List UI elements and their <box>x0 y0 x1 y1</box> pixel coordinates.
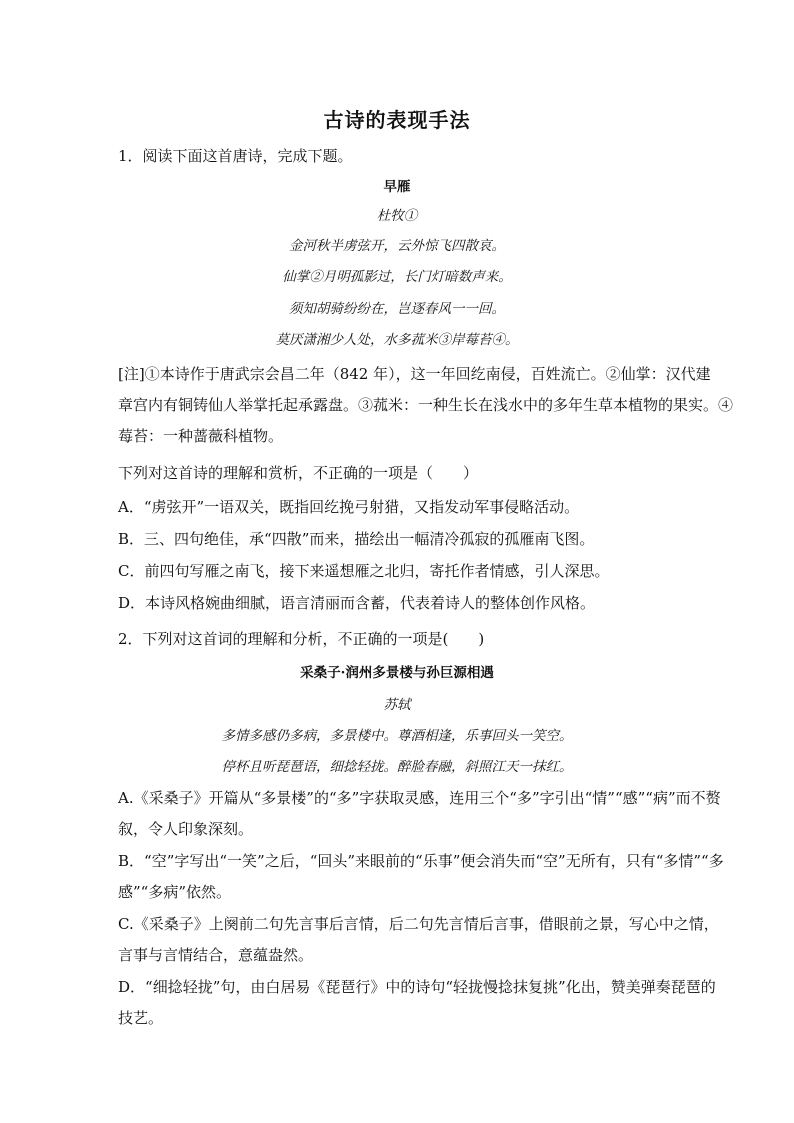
option-line: D．“细捻轻拢”句，由白居易《琵琶行》中的诗句“轻拢慢捻抹复挑”化出，赞美弹奏琵琶的 <box>118 978 716 996</box>
question-1-prompt: 1．阅读下面这首唐诗，完成下题。 <box>118 147 353 165</box>
option-line: 感”“多病”依然。 <box>118 883 232 901</box>
poem-1-line: 金河秋半虏弦开，云外惊飞四散哀。 <box>289 238 505 254</box>
poem-1-line: 须知胡骑纷纷在，岂逐春风一一回。 <box>289 301 505 317</box>
poem-1-title: 早雁 <box>383 179 411 195</box>
option-line: C.《采桑子》上阕前二句先言事后言情，后二句先言情后言事，借眼前之景，写心中之情， <box>118 915 719 933</box>
option-d: D．本诗风格婉曲细腻，语言清丽而含蓄，代表着诗人的整体创作风格。 <box>118 594 596 612</box>
page-title: 古诗的表现手法 <box>323 108 471 132</box>
question-1-stem: 下列对这首诗的理解和赏析，不正确的一项是（ ） <box>118 464 479 482</box>
note-line: [注]①本诗作于唐武宗会昌二年（842 年），这一年回纥南侵，百姓流亡。②仙掌：汉代建 <box>118 365 711 383</box>
poem-1-author: 杜牧① <box>376 208 418 224</box>
option-b: B．三、四句绝佳，承“四散”而来，描绘出一幅清冷孤寂的孤雁南飞图。 <box>118 530 595 548</box>
poem-1-line: 莫厌潇湘少人处，水多菰米③岸莓苔④。 <box>275 332 519 348</box>
note-line: 章宫内有铜铸仙人举掌托起承露盘。③菰米：一种生长在浅水中的多年生草本植物的果实。④ <box>118 396 734 414</box>
poem-2-title: 采桑子·润州多景楼与孙巨源相遇 <box>300 665 494 681</box>
note-line: 莓苔：一种蔷薇科植物。 <box>118 427 284 445</box>
poem-2-line: 多情多感仍多病，多景楼中。尊酒相逢，乐事回头一笑空。 <box>221 728 573 744</box>
option-line: A.《采桑子》开篇从“多景楼”的“多”字获取灵感，连用三个“多”字引出“情”“感”“病”而不赘 <box>118 789 721 807</box>
option-line: 言事与言情结合，意蕴盎然。 <box>118 946 314 964</box>
poem-1-line: 仙掌②月明孤影过，长门灯暗数声来。 <box>282 269 512 285</box>
option-line: B．“空”字写出“一笑”之后，“回头”来眼前的“乐事”便会消失而“空”无所有，只有“多情”“多 <box>118 852 724 870</box>
option-c: C．前四句写雁之南飞，接下来遥想雁之北归，寄托作者情感，引人深思。 <box>118 562 610 580</box>
option-line: 技艺。 <box>118 1009 164 1027</box>
poem-2-line: 停杯且听琵琶语，细捻轻拢。醉脸春融，斜照江天一抹红。 <box>221 759 573 775</box>
poem-2-author: 苏轼 <box>383 697 411 713</box>
question-2-prompt: 2．下列对这首词的理解和分析，不正确的一项是( ) <box>118 630 485 648</box>
option-line: 叙，令人印象深刻。 <box>118 820 254 838</box>
option-a: A．“虏弦开”一语双关，既指回纥挽弓射猎，又指发动军事侵略活动。 <box>118 498 580 516</box>
